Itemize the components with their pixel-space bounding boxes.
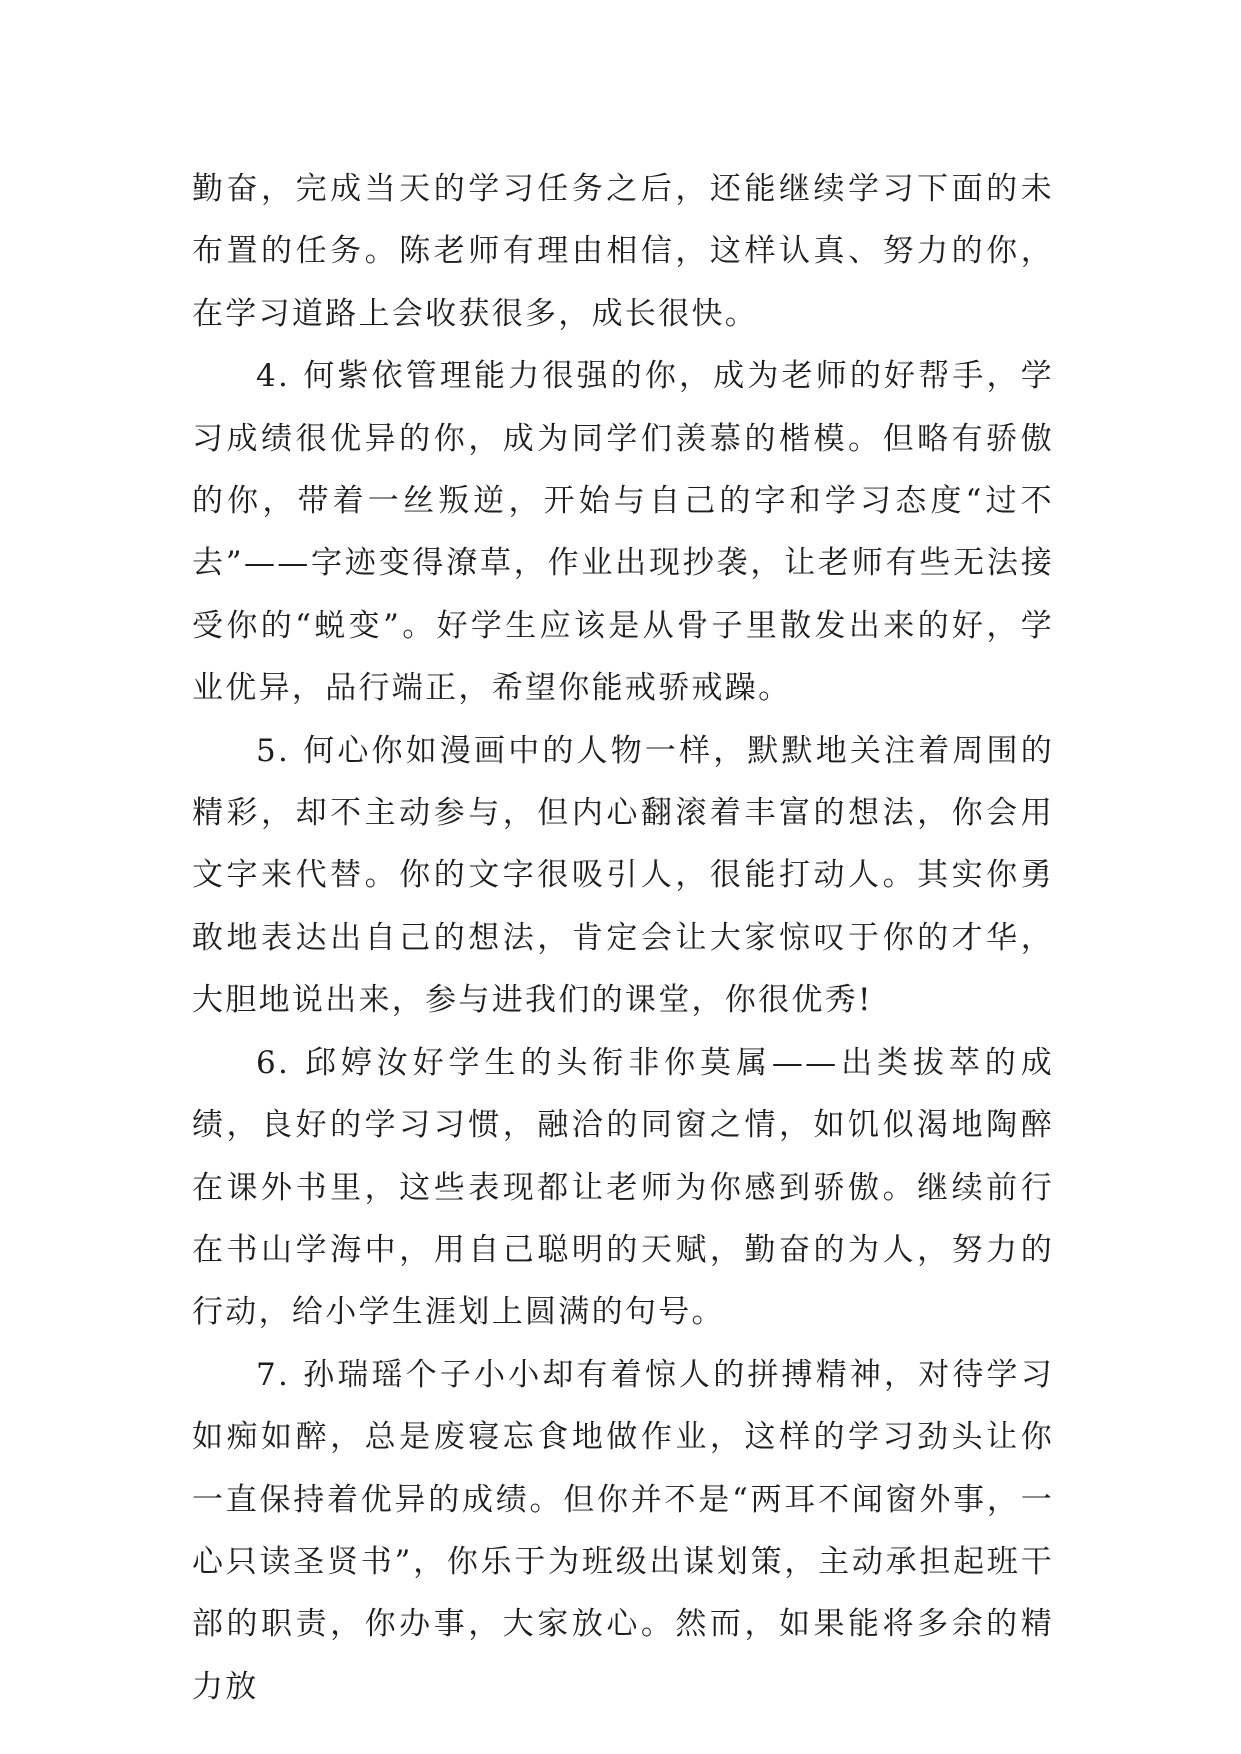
paragraph-comment-5: 5. 何心你如漫画中的人物一样，默默地关注着周围的精彩，却不主动参与，但内心翻滚着丰富的想法，你会用文字来代替。你的文字很吸引人，很能打动人。其实你勇敢地表达出自己的想法，肯定会让大家惊叹于你的才华，大胆地说出来，参与进我们的课堂，你很优秀! xyxy=(192,732,1054,1019)
paragraph-comment-4: 4. 何紫依管理能力很强的你，成为老师的好帮手，学习成绩很优异的你，成为同学们羡慕的楷模。但略有骄傲的你，带着一丝叛逆，开始与自己的字和学习态度“过不去”——字迹变得潦草，作业出现抄袭，让老师有些无法接受你的“蜕变”。好学生应该是从骨子里散发出来的好，学业优异，品行端正，希望你能戒骄戒躁。 xyxy=(192,358,1054,707)
paragraph-comment-7: 7. 孙瑞瑶个子小小却有着惊人的拼搏精神，对待学习如痴如醉，总是废寝忘食地做作业，这样的学习劲头让你一直保持着优异的成绩。但你并不是“两耳不闻窗外事，一心只读圣贤书”，你乐于为班级出谋划策，主动承担起班干部的职责，你办事，大家放心。然而，如果能将多余的精力放 xyxy=(192,1356,1054,1705)
paragraph-continuation: 勤奋，完成当天的学习任务之后，还能继续学习下面的未布置的任务。陈老师有理由相信，这样认真、努力的你，在学习道路上会收获很多，成长很快。 xyxy=(192,171,1054,332)
paragraph-comment-6: 6. 邱婷汝好学生的头衔非你莫属——出类拔萃的成绩，良好的学习习惯，融洽的同窗之情，如饥似渴地陶醉在课外书里，这些表现都让老师为你感到骄傲。继续前行在书山学海中，用自己聪明的天赋，勤奋的为人，努力的行动，给小学生涯划上圆满的句号。 xyxy=(192,1044,1054,1331)
document-body xyxy=(192,158,1054,1718)
